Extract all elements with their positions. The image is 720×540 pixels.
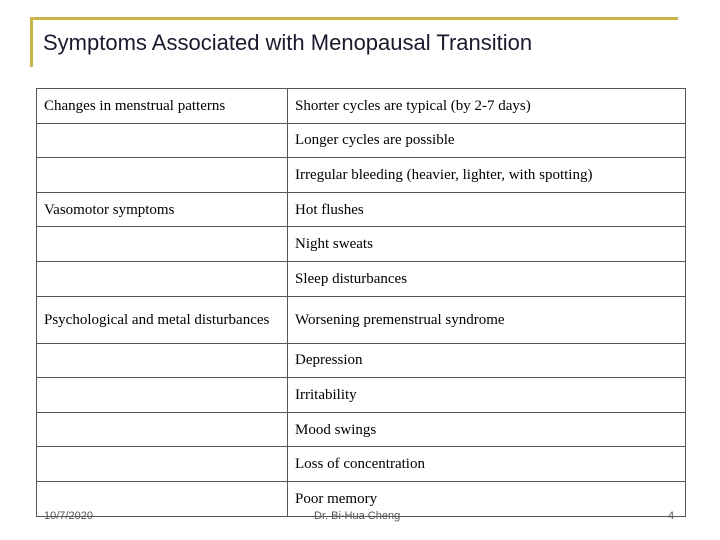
category-cell bbox=[37, 412, 288, 447]
symptoms-table bbox=[36, 88, 686, 517]
footer-author: Dr. Bi-Hua Cheng bbox=[314, 510, 401, 522]
table-row bbox=[37, 296, 686, 343]
symptom-cell: Hot flushes bbox=[288, 192, 686, 227]
symptom-cell: Loss of concentration bbox=[288, 447, 686, 482]
symptom-cell: Worsening premenstrual syndrome bbox=[288, 296, 686, 343]
table-row bbox=[37, 227, 686, 262]
table-row bbox=[37, 261, 686, 296]
category-cell bbox=[37, 261, 288, 296]
category-cell: Psychological and metal disturbances bbox=[37, 296, 288, 343]
category-cell bbox=[37, 378, 288, 413]
table-row bbox=[37, 158, 686, 193]
symptom-cell: Mood swings bbox=[288, 412, 686, 447]
category-cell bbox=[37, 343, 288, 378]
table-row bbox=[37, 412, 686, 447]
symptom-cell: Longer cycles are possible bbox=[288, 123, 686, 158]
symptom-cell: Depression bbox=[288, 343, 686, 378]
table-row bbox=[37, 192, 686, 227]
symptom-cell: Irritability bbox=[288, 378, 686, 413]
category-cell bbox=[37, 447, 288, 482]
category-cell: Changes in menstrual patterns bbox=[37, 89, 288, 124]
slide-title: Symptoms Associated with Menopausal Transition bbox=[43, 30, 533, 55]
table-row bbox=[37, 378, 686, 413]
table-row bbox=[37, 343, 686, 378]
table-row bbox=[37, 123, 686, 158]
table-row bbox=[37, 89, 686, 124]
footer-date: 10/7/2020 bbox=[44, 510, 93, 522]
symptom-cell: Shorter cycles are typical (by 2-7 days) bbox=[288, 89, 686, 124]
page-number: 4 bbox=[668, 510, 675, 522]
symptom-cell: Sleep disturbances bbox=[288, 261, 686, 296]
symptom-cell: Night sweats bbox=[288, 227, 686, 262]
table-row bbox=[37, 447, 686, 482]
category-cell bbox=[37, 123, 288, 158]
category-cell bbox=[37, 158, 288, 193]
category-cell: Vasomotor symptoms bbox=[37, 192, 288, 227]
symptom-cell: Poor memory bbox=[288, 481, 686, 516]
symptom-cell: Irregular bleeding (heavier, lighter, with spotting) bbox=[288, 158, 686, 193]
title-frame-left-line bbox=[30, 17, 33, 67]
title-frame-top-line bbox=[30, 17, 678, 20]
category-cell bbox=[37, 227, 288, 262]
